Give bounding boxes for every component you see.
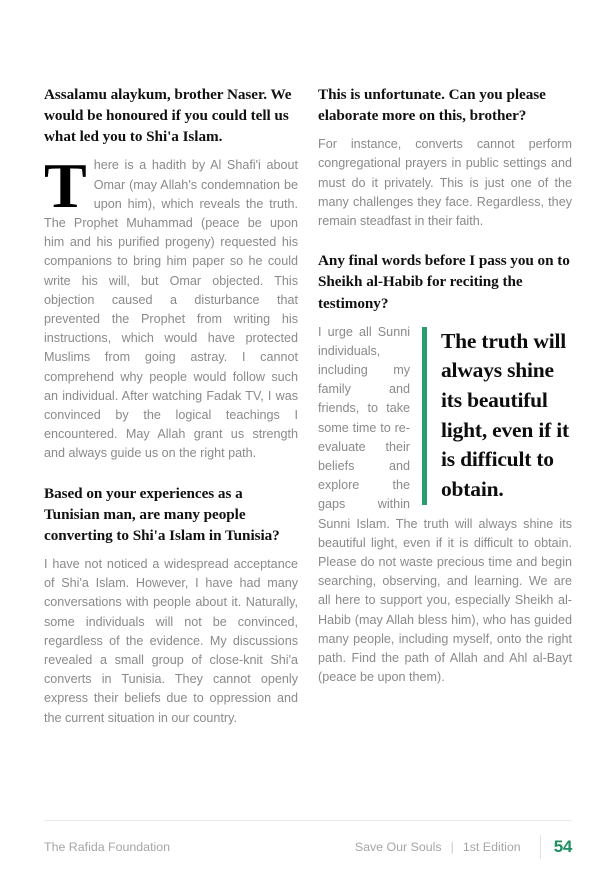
- right-column: [318, 84, 572, 688]
- interview-question-1: Assalamu alaykum, brother Naser. We would be honoured if you could tell us what led you to Shi'a Islam.: [44, 86, 292, 146]
- left-column: [44, 84, 298, 728]
- interview-question-2: Based on your experiences as a Tunisian man, are many people converting to Shi'a Islam in Tunisia?: [44, 484, 280, 544]
- footer-separator: |: [450, 840, 454, 854]
- page-number: 54: [553, 837, 572, 856]
- footer-edition: 1st Edition: [462, 840, 521, 854]
- interview-answer-3: For instance, converts cannot perform congregational prayers in public settings and must do it privately. This is just one of the many challenges they face. Regardless, they remain steadfast in their faith.: [318, 137, 572, 229]
- footer-organisation: The Rafida Foundation: [44, 840, 171, 854]
- interview-answer-1: There is a hadith by Al Shafi'i about Omar (may Allah's condemnation be upon him), which reveals the truth. The Prophet Muhammad (peace be upon him and his purified progeny) requested his companions to bring him paper so he could write his will, but Omar objected. This objection caused a disturbance that prevented the Prophet from writing his instructions, which would have protected Muslims from going astray. I cannot comprehend why people would follow such an individual. After watching Fadak TV, I was convinced by the logical teachings I encountered. May Allah grant us strength and always guide us on the right path.: [44, 150, 298, 461]
- interview-answer-4: I urge all Sunni individuals, including my family and friends, to take some time to re-evaluate their beliefs and explore the gaps within Sunni Islam. The truth will always shine its beautiful light, even if it is difficult to obtain. Please do not waste precious time and begin searching, observing, and learning. We are all here to support you, especially Sheikh al-Habib (may Allah bless him), who has guided many people, including myself, onto the right path. Find the path of Allah and Ahl al-Bayt (peace be upon them).: [318, 324, 572, 685]
- footer-title-group: [355, 840, 521, 854]
- pull-quote: The truth will always shine its beautiful light, even if it is difficult to obtain.: [422, 327, 572, 505]
- footer-book-title: Save Our Souls: [354, 840, 442, 854]
- interview-answer-2: I have not noticed a widespread acceptance of Shi'a Islam. However, I have had many conversations with people about it. Naturally, some individuals will not be convinced, regardless of the evidence. My discussions revealed a small group of close-knit Shi'a converts in Tunisia. They cannot openly express their beliefs due to oppression and the current situation in our country.: [44, 557, 298, 725]
- interview-question-4: Any final words before I pass you on to Sheikh al-Habib for reciting the testimony?: [318, 252, 570, 312]
- footer-vertical-divider: [540, 835, 541, 859]
- page-footer: [44, 820, 572, 859]
- article-body: [44, 84, 572, 784]
- interview-question-3: This is unfortunate. Can you please elaborate more on this, brother?: [318, 86, 546, 125]
